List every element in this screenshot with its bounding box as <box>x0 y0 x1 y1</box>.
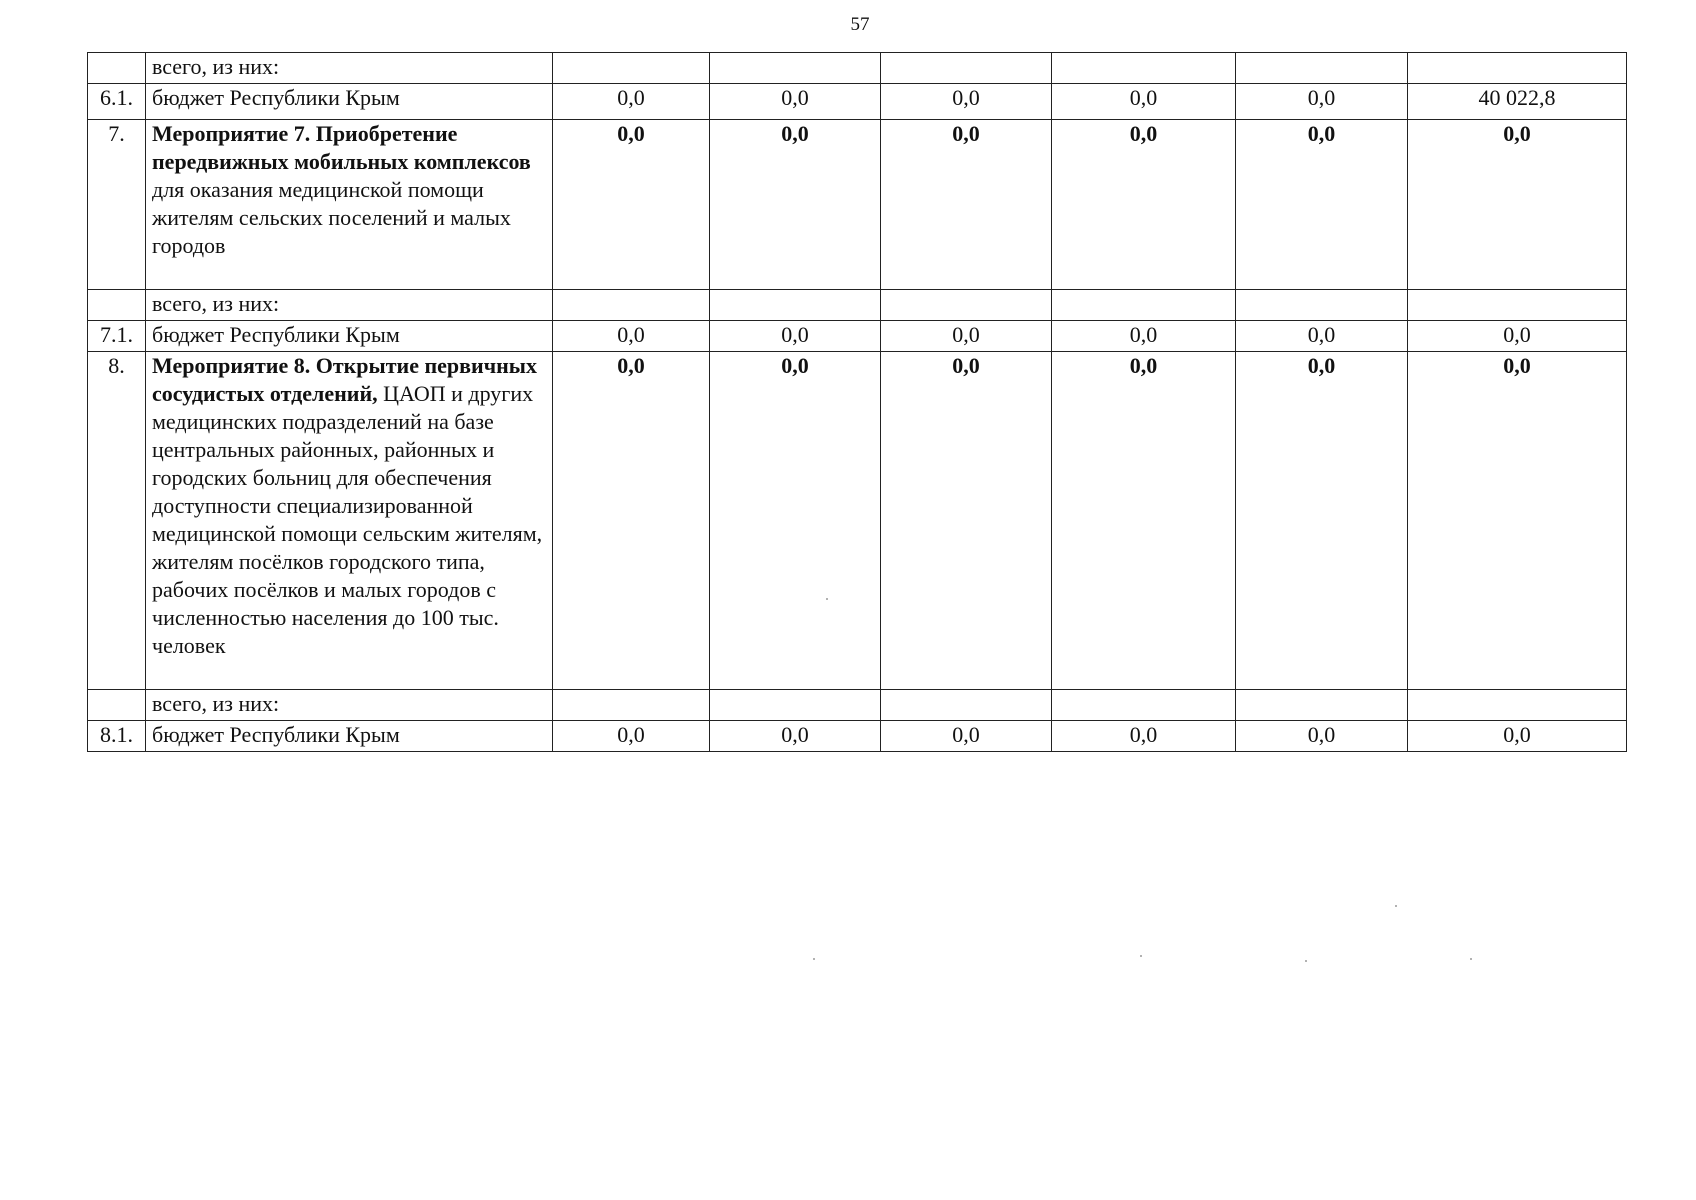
row-number: 7.1. <box>88 321 146 352</box>
value-cell: 0,0 <box>1052 721 1236 752</box>
value-cell: 0,0 <box>710 120 881 290</box>
value-cell: 0,0 <box>1408 352 1627 690</box>
row-number: 8. <box>88 352 146 690</box>
value-cell: 0,0 <box>710 84 881 120</box>
budget-table <box>87 52 1627 752</box>
value-cell: 0,0 <box>881 721 1052 752</box>
table-row <box>88 321 1627 352</box>
value-cell: 0,0 <box>1408 721 1627 752</box>
value-cell <box>1052 690 1236 721</box>
row-label: всего, из них: <box>146 53 553 84</box>
value-cell: 0,0 <box>1052 120 1236 290</box>
table-row <box>88 53 1627 84</box>
row-number <box>88 53 146 84</box>
value-cell <box>881 690 1052 721</box>
value-cell: 0,0 <box>1236 321 1408 352</box>
value-cell: 0,0 <box>881 352 1052 690</box>
table-row <box>88 84 1627 120</box>
value-cell <box>1052 53 1236 84</box>
table-row <box>88 721 1627 752</box>
scan-artifact <box>813 958 815 960</box>
table-row <box>88 690 1627 721</box>
value-cell <box>710 53 881 84</box>
value-cell <box>1052 290 1236 321</box>
value-cell <box>710 690 881 721</box>
value-cell <box>1236 53 1408 84</box>
value-cell <box>1408 290 1627 321</box>
value-cell: 0,0 <box>710 321 881 352</box>
activity-description <box>146 352 553 690</box>
value-cell: 0,0 <box>1236 84 1408 120</box>
activity-title: Мероприятие 7. Приобретение передвижных мобильных комплексов <box>152 121 531 174</box>
scan-artifact <box>1140 955 1142 957</box>
value-cell: 0,0 <box>553 84 710 120</box>
value-cell: 0,0 <box>553 321 710 352</box>
scan-artifact <box>1470 958 1472 960</box>
row-number <box>88 690 146 721</box>
table-row <box>88 290 1627 321</box>
row-number: 8.1. <box>88 721 146 752</box>
value-cell: 0,0 <box>1408 120 1627 290</box>
value-cell: 0,0 <box>553 120 710 290</box>
value-cell: 0,0 <box>710 721 881 752</box>
table-row <box>88 352 1627 690</box>
page-number: 57 <box>850 14 870 35</box>
activity-title: Мероприятие 8. Открытие первичных сосудистых отделений, <box>152 353 537 406</box>
value-cell: 0,0 <box>1052 84 1236 120</box>
scan-artifact <box>1395 905 1397 907</box>
value-cell <box>710 290 881 321</box>
row-number <box>88 290 146 321</box>
value-cell: 0,0 <box>881 321 1052 352</box>
value-cell <box>553 53 710 84</box>
value-cell: 0,0 <box>553 721 710 752</box>
value-cell: 40 022,8 <box>1408 84 1627 120</box>
value-cell <box>881 53 1052 84</box>
activity-details: для оказания медицинской помощи жителям сельских поселений и малых городов <box>152 177 511 258</box>
value-cell <box>553 290 710 321</box>
value-cell: 0,0 <box>1236 721 1408 752</box>
value-cell: 0,0 <box>1236 120 1408 290</box>
value-cell: 0,0 <box>710 352 881 690</box>
value-cell: 0,0 <box>881 120 1052 290</box>
scan-artifact <box>826 598 828 600</box>
row-label: всего, из них: <box>146 690 553 721</box>
value-cell <box>1408 53 1627 84</box>
row-number: 7. <box>88 120 146 290</box>
value-cell <box>553 690 710 721</box>
activity-details: ЦАОП и других медицинских подразделений на базе центральных районных, районных и городских больниц для обеспечения доступности специализированной медицинской помощи сельским жителям, жителям посёлков городского типа, рабочих посёлков и малых городов с численностью населения до 100 тыс. человек <box>152 381 543 658</box>
value-cell <box>1408 690 1627 721</box>
value-cell <box>881 290 1052 321</box>
value-cell: 0,0 <box>881 84 1052 120</box>
row-label: бюджет Республики Крым <box>146 721 553 752</box>
activity-description <box>146 120 553 290</box>
value-cell: 0,0 <box>1408 321 1627 352</box>
scan-artifact <box>1305 960 1307 962</box>
value-cell: 0,0 <box>1236 352 1408 690</box>
value-cell: 0,0 <box>1052 321 1236 352</box>
row-number: 6.1. <box>88 84 146 120</box>
value-cell <box>1236 690 1408 721</box>
value-cell: 0,0 <box>553 352 710 690</box>
row-label: бюджет Республики Крым <box>146 321 553 352</box>
table-row <box>88 120 1627 290</box>
row-label: бюджет Республики Крым <box>146 84 553 120</box>
value-cell: 0,0 <box>1052 352 1236 690</box>
row-label: всего, из них: <box>146 290 553 321</box>
value-cell <box>1236 290 1408 321</box>
